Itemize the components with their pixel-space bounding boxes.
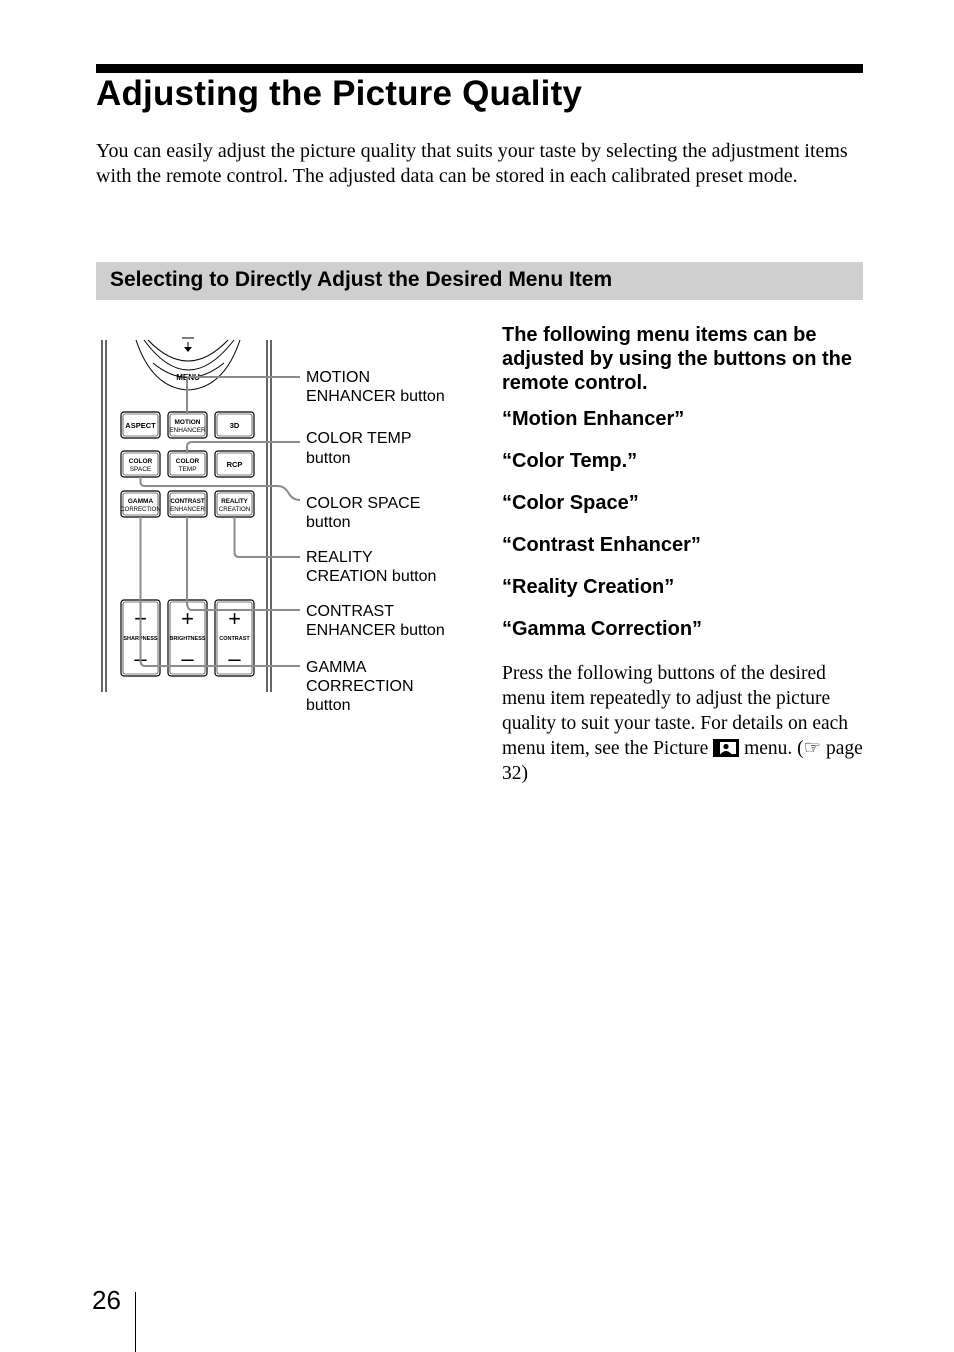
contrast-enhancer-button[interactable] <box>168 491 207 517</box>
list-item: “Reality Creation” <box>502 576 675 598</box>
menu-item-list <box>502 407 864 641</box>
color-space-button[interactable] <box>121 451 160 477</box>
svg-text:3D: 3D <box>229 421 240 430</box>
contrast-plus-icon: + <box>228 606 241 631</box>
svg-text:ASPECT: ASPECT <box>125 421 156 430</box>
svg-text:RCP: RCP <box>226 460 243 469</box>
menu-label: MENU <box>176 373 200 382</box>
svg-text:CORRECTION: CORRECTION <box>120 507 161 513</box>
arrow-down-icon <box>184 347 192 352</box>
lead-text: The following menu items can be adjusted by using the buttons on the remote control. <box>502 324 852 394</box>
gamma-correction-button[interactable] <box>120 491 160 517</box>
brightness-plus-icon: + <box>181 606 194 631</box>
callout-contrast-enhancer: CONTRAST ENHANCER button <box>306 603 445 639</box>
instructions-text: Press the following buttons of the desired menu item repeatedly to adjust the picture quality to suit your taste. For details on each menu item, see the Picture <box>502 663 849 759</box>
list-item: “Gamma Correction” <box>502 618 703 640</box>
right-column <box>502 323 864 786</box>
3d-button[interactable] <box>215 412 254 438</box>
svg-text:SPACE: SPACE <box>129 466 152 473</box>
page-number: 26 <box>92 1285 121 1315</box>
leader-contrast-enhancer <box>187 517 300 610</box>
rcp-button[interactable] <box>215 451 254 477</box>
sharpness-minus-icon: – <box>134 646 147 671</box>
instructions-tail: menu. (☞ page 32) <box>502 738 863 784</box>
contrast-minus-icon: – <box>228 646 241 671</box>
leader-motion-enhancer <box>187 377 300 414</box>
svg-text:TEMP: TEMP <box>178 466 197 473</box>
svg-text:CREATION: CREATION <box>218 506 251 513</box>
intro-paragraph: You can easily adjust the picture quality that suits your taste by selecting the adjustment items with the remote control. The adjusted data can be stored in each calibrated preset mode. <box>96 140 848 187</box>
sharpness-label: SHARPNESS <box>123 636 158 642</box>
callout-reality-creation: REALITY CREATION button <box>306 549 437 585</box>
svg-text:CONTRAST: CONTRAST <box>170 498 205 505</box>
svg-text:COLOR: COLOR <box>128 458 153 465</box>
contrast-rocker[interactable] <box>215 600 254 676</box>
aspect-button[interactable] <box>121 412 160 438</box>
page-number-rule <box>135 1292 136 1352</box>
list-item: “Color Space” <box>502 492 639 514</box>
svg-text:REALITY: REALITY <box>221 498 248 505</box>
svg-text:COLOR: COLOR <box>175 458 200 465</box>
reality-creation-button[interactable] <box>215 491 254 517</box>
callout-gamma-correction: GAMMA CORRECTION button <box>306 659 414 714</box>
callout-color-space: COLOR SPACE button <box>306 495 421 531</box>
svg-text:MOTION: MOTION <box>174 419 201 426</box>
brightness-minus-icon: – <box>181 646 194 671</box>
title-rule <box>96 64 863 73</box>
svg-text:ENHANCER: ENHANCER <box>170 506 205 513</box>
motion-enhancer-button[interactable] <box>168 412 207 438</box>
svg-text:GAMMA: GAMMA <box>127 498 154 505</box>
list-item: “Motion Enhancer” <box>502 408 685 430</box>
list-item: “Color Temp.” <box>502 450 638 472</box>
callout-motion-enhancer: MOTION ENHANCER button <box>306 369 445 405</box>
color-temp-button[interactable] <box>168 451 207 477</box>
callout-color-temp: COLOR TEMP button <box>306 430 412 467</box>
sharpness-plus-icon: + <box>134 606 147 631</box>
contrast-label: CONTRAST <box>219 636 250 642</box>
picture-menu-icon <box>713 739 739 757</box>
instructions-paragraph <box>502 661 864 786</box>
section-title: Selecting to Directly Adjust the Desired Menu Item <box>110 268 613 291</box>
brightness-label: BRIGHTNESS <box>169 636 206 642</box>
svg-text:ENHANCER: ENHANCER <box>169 427 206 434</box>
brightness-rocker[interactable] <box>168 600 207 676</box>
section-header <box>96 262 863 300</box>
page-title: Adjusting the Picture Quality <box>96 74 583 113</box>
list-item: “Contrast Enhancer” <box>502 534 701 556</box>
